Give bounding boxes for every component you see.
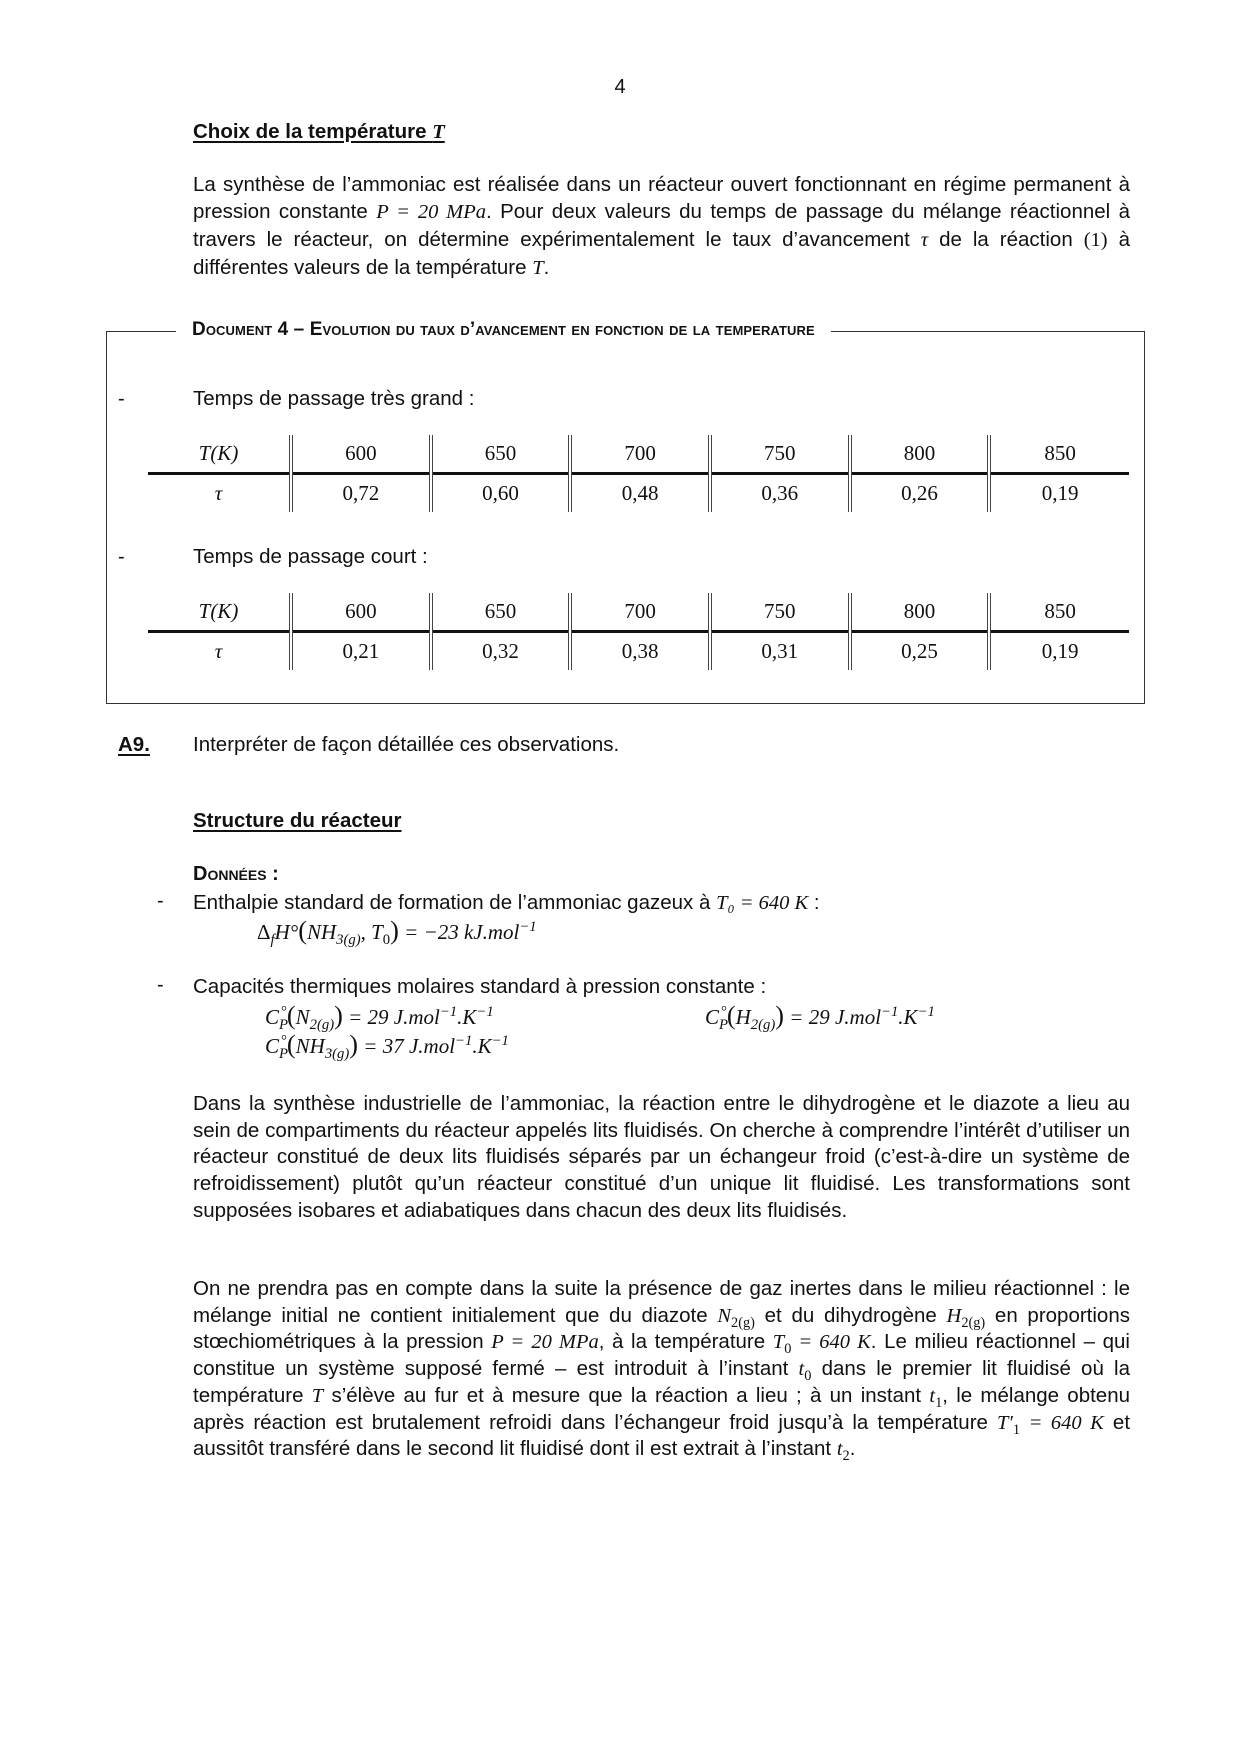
intro-text-1: La synthèse de l’ammoniac est réalisée dans un réacteur ouvert fonctionnant en régime permanent à pression constante [193,173,1130,223]
bullet-dash: - [118,388,125,410]
data-label: Données : [193,863,279,885]
enthalpy-equation: $\Delta_fH^\circ(NH_{3(g)}$, $T_0) = -23$ kJ.mol$^{-1}$ [257,916,537,949]
row-header-temperature: T(K) [148,593,291,632]
heading-text: Choix de la température [193,120,433,143]
t0-value: = 640 K [798,1331,871,1354]
cp-value: = 29 J.mol [784,1005,882,1029]
species: H [735,1005,751,1029]
intro-text-2: . Pour deux valeurs du temps de passage du mélange réactionnel à travers le réacteur, on détermine expérimentalement le taux d’avancement [193,200,1130,251]
table-cell: 0,25 [850,632,990,671]
bullet-dash: - [157,974,164,996]
table-cell: 600 [291,593,431,632]
question-label-a9: A9. [118,733,150,756]
pressure-expression: P = 20 MPa [491,1331,599,1354]
t1-value: = 640 K [1028,1411,1104,1434]
intro-paragraph [193,171,1130,282]
enthalpy-intro [193,889,820,917]
table-cell: 850 [989,593,1129,632]
table-row-tau [148,474,1129,513]
cp-h2-equation: $C_P^\circ(H_{2(g)}) = 29$ $J.mol^{-1}.K^{-1}$ [705,1001,935,1034]
table-row-temperature [148,593,1129,632]
table-cell: 0,36 [710,474,850,513]
heading-variable: T [432,121,445,143]
table-row-tau [148,632,1129,671]
reactor-paragraph-2: On ne prendra pas en compte dans la suite la présence de gaz inertes dans le milieu réactionnel : le mélange initial ne contient initialement que du diazote $N_{2(g)}$ et du dihydrogène $H_{2(g)}$ en proportions stœchiométriques à la pression P = 20 MPa, à la température $T_0 = 640$ K. Le milieu réactionnel – qui constitue un système supposé fermé – est introduit à l’instant $t_0$ dans le premier lit fluidisé où la température T s’élève au fur et à mesure que la réaction a lieu ; à un instant $t_1$, le mélange obtenu après réaction est brutalement refroidi dans l’échangeur froid jusqu’à la température $T'_1 = 640$ K et aussitôt transféré dans le second lit fluidisé dont il est extrait à l’instant $t_2$. [193,1277,1131,1465]
text: en proportions stœchiométriques à la pression [193,1303,1130,1354]
text: et aussitôt transféré dans le second lit fluidisé dont il est extrait à l’instant [193,1410,1131,1461]
table-cell: 0,19 [989,632,1129,671]
enthalpy-value: = −23 kJ.mol [398,920,520,944]
table-long-passage-time [148,435,1129,512]
table-cell: 750 [710,593,850,632]
pressure-expression: P = 20 MPa [376,201,487,223]
table-short-passage-time [148,593,1129,670]
species: N [295,1005,310,1029]
table-cell: 700 [570,593,710,632]
page-number: 4 [614,76,626,98]
text: On ne prendra pas en compte dans la suite la présence de gaz inertes dans le milieu réactionnel : le mélange initial ne contient initialement que du diazote [193,1277,1130,1327]
table-cell: 0,31 [710,632,850,671]
text: s’élève au fur et à mesure que la réaction a lieu ; à un instant [323,1383,930,1407]
section-heading-temperature [193,120,445,144]
table-cell: 600 [291,435,431,474]
species-subscript: 2(g) [309,1017,335,1034]
table-cell: 0,72 [291,474,431,513]
text: . [849,1437,856,1461]
row-header-temperature: T(K) [148,435,291,474]
row-header-tau: τ [214,639,223,663]
table-cell: 0,26 [850,474,990,513]
table-cell: 0,48 [570,474,710,513]
cp-nh3-equation: $C_P^\circ(NH_{3(g)}) = 37$ $J.mol^{-1}.K^{-1}$ [265,1030,509,1063]
colon: : [808,891,820,914]
table-cell: 800 [850,435,990,474]
text: dans le premier lit fluidisé où la température [193,1357,1130,1407]
unit-tail: .K [898,1005,918,1029]
table-cell: 0,32 [431,632,571,671]
text: . Le milieu réactionnel – qui constitue un système supposé fermé – est introduit à l’instant [193,1330,1130,1381]
row-header-tau: τ [214,481,223,505]
table-cell: 650 [431,593,571,632]
table-row-temperature [148,435,1129,474]
text: et du dihydrogène [754,1303,947,1327]
reactor-paragraph-1 [193,1091,1130,1225]
enthalpy-intro-text: Enthalpie standard de formation de l’ammoniac gazeux à [193,891,717,914]
species-subscript: 3(g) [324,1046,350,1063]
cp-value: = 29 J.mol [342,1005,440,1029]
table-cell: 650 [431,435,571,474]
table-cell: 750 [710,435,850,474]
heat-capacity-intro: Capacités thermiques molaires standard à pression constante : [193,975,767,998]
intro-text-5: . [543,256,550,279]
species-subscript: 2(g) [750,1017,776,1034]
table-cell: 0,21 [291,632,431,671]
table-cell: 0,19 [989,474,1129,513]
table-label-long-passage: Temps de passage très grand : [193,387,475,410]
delta-symbol: Δ [257,920,271,944]
table-cell: 700 [570,435,710,474]
unit-tail: .K [472,1034,492,1058]
cp-value: = 37 J.mol [358,1034,456,1058]
section-heading-reactor-structure: Structure du réacteur [193,809,402,832]
species: NH [295,1034,325,1058]
reaction-reference: (1) [1083,229,1108,251]
paragraph-text: Dans la synthèse industrielle de l’ammoniac, la réaction entre le dihydrogène et le diazote a lieu au sein de compartiments du réacteur appelés lits fluidisés. On cherche à comprendre l’intérêt d’utiliser un réacteur constitué de deux lits fluidisés séparés par un échangeur froid (c’est-à-dire un système de refroidissement) plutôt qu’un réacteur constitué d’un unique lit fluidisé. Les transformations sont supposées isobares et adiabatiques dans chacun des deux lits fluidisés. [193,1092,1130,1222]
table-cell: 0,60 [431,474,571,513]
table-cell: 850 [989,435,1129,474]
t0-expression: T₀ = 640 K [716,892,809,914]
temperature-symbol: T [532,257,544,279]
document-4-title: Document 4 – Evolution du taux d’avancement en fonction de la temperature [176,319,831,341]
text: , à la température [598,1330,773,1354]
question-text-a9: Interpréter de façon détaillée ces observations. [193,733,620,756]
exponent: −1 [519,919,537,935]
intro-text-3: de la réaction [928,228,1084,251]
unit-tail: .K [457,1005,477,1029]
table-label-short-passage: Temps de passage court : [193,545,428,568]
bullet-dash: - [118,546,125,568]
text: , le mélange obtenu après réaction est brutalement refroidi dans l’échangeur froid jusqu’à la température [193,1383,1131,1434]
tau-symbol: τ [920,229,929,251]
cp-n2-equation: $C_P^\circ(N_{2(g)}) = 29$ $J.mol^{-1}.K^{-1}$ [265,1001,494,1034]
intro-text-4: à différentes valeurs de la température [193,228,1130,279]
temperature-symbol: T [311,1384,324,1407]
table-cell: 800 [850,593,990,632]
table-cell: 0,38 [570,632,710,671]
bullet-dash: - [157,890,164,912]
